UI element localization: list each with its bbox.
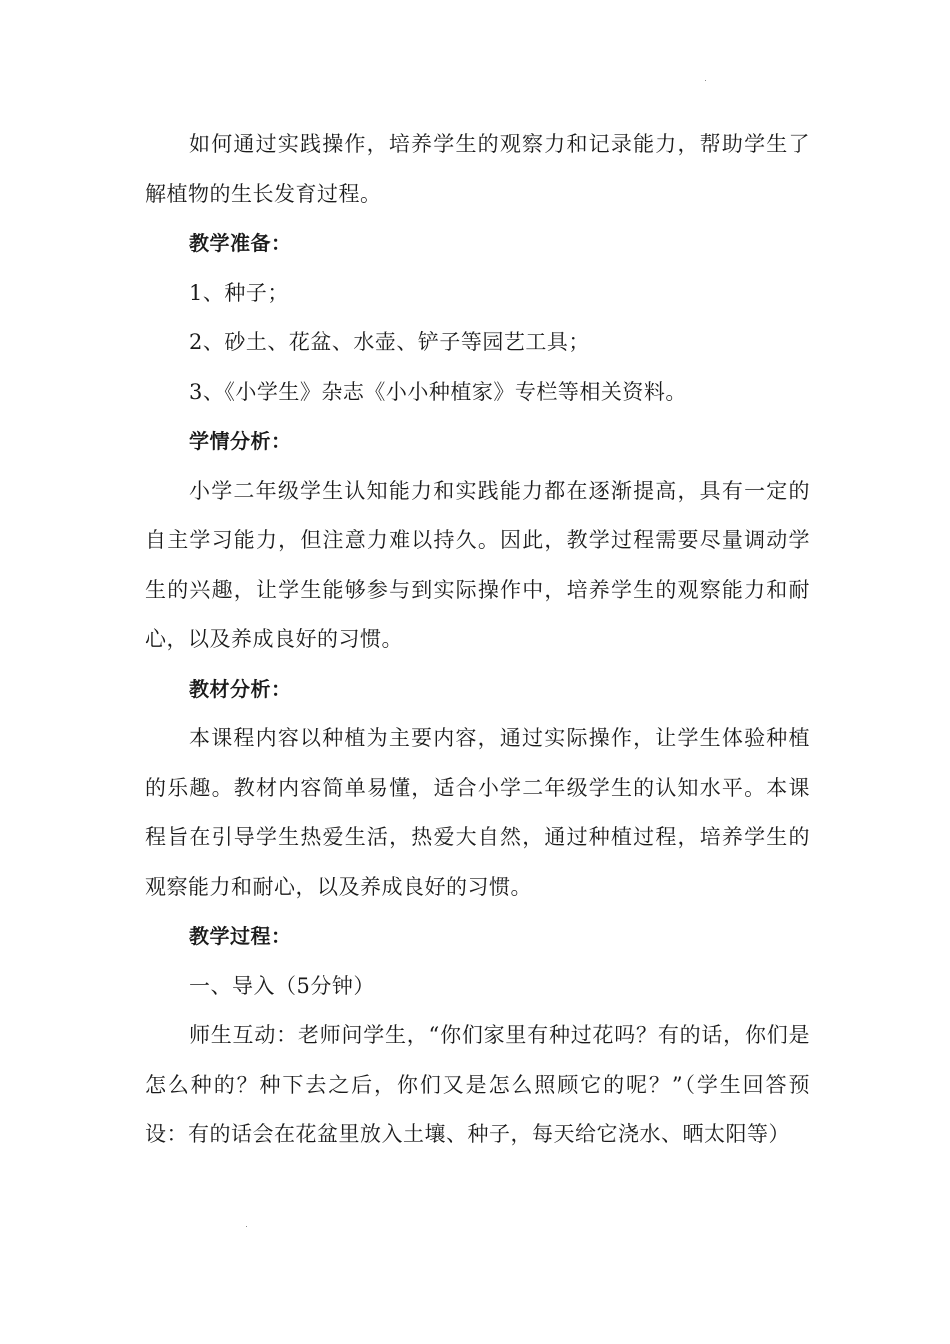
- intro-paragraph: 如何通过实践操作，培养学生的观察力和记录能力，帮助学生了解植物的生长发育过程。: [145, 132, 810, 206]
- process-heading: 教学过程：: [189, 924, 292, 948]
- student-analysis-paragraph: 小学二年级学生认知能力和实践能力都在逐渐提高，具有一定的自主学习能力，但注意力难以持久。因此，教学过程需要尽量调动学生的兴趣，让学生能够参与到实际操作中，培养学生的观察能力和耐心，以及养成良好的习惯。: [145, 478, 810, 651]
- scan-speck: [705, 80, 706, 81]
- material-analysis-paragraph: 本课程内容以种植为主要内容，通过实际操作，让学生体验种植的乐趣。教材内容简单易懂，适合小学二年级学生的认知水平。本课程旨在引导学生热爱生活，热爱大自然，通过种植过程，培养学生的观察能力和耐心，以及养成良好的习惯。: [145, 726, 810, 899]
- prep-heading: 教学准备：: [189, 231, 292, 255]
- prep-item: 3、《小学生》杂志《小小种植家》专栏等相关资料。: [189, 379, 687, 404]
- material-analysis-heading: 教材分析：: [189, 676, 292, 701]
- prep-item: 2、砂土、花盆、水壶、铲子等园艺工具；: [189, 330, 590, 354]
- document-body: [145, 120, 810, 1160]
- process-step-paragraph: 师生互动：老师问学生，“你们家里有种过花吗？有的话，你们是怎么种的？种下去之后，你们又是怎么照顾它的呢？”（学生回答预设：有的话会在花盆里放入土壤、种子，每天给它浇水、晒太阳等）: [145, 1023, 810, 1146]
- student-analysis-heading: 学情分析：: [189, 429, 292, 453]
- prep-item: 1、种子；: [189, 280, 289, 305]
- process-step-title: 一、导入（5分钟）: [189, 973, 375, 998]
- scan-speck: [246, 1226, 247, 1227]
